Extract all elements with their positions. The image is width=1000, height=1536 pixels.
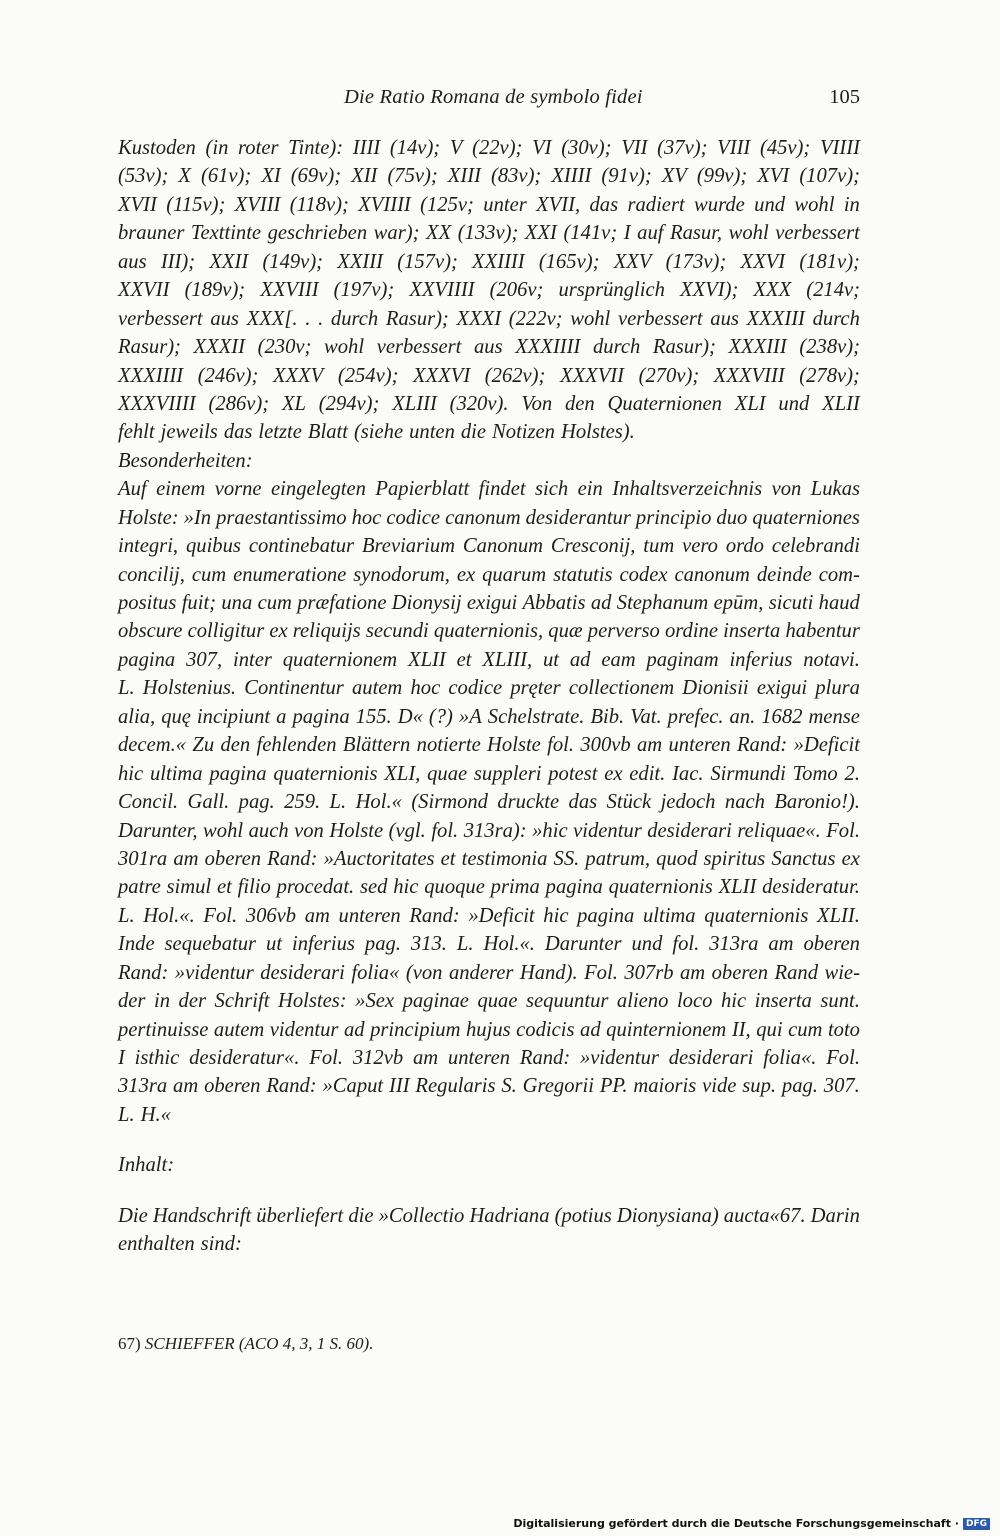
text-line: fehlt jeweils das letzte Blatt (siehe unten die Notizen Holstes). [118, 421, 635, 444]
text-line: hic ultima pagina quaternionis XLI, quae suppleri potest ex edit. Iac. Sirmundi Tomo 2. [118, 762, 860, 785]
text-line: alia, quę incipiunt a pagina 155. D« (?) »A Schelstrate. Bib. Vat. prefec. an. 1682 mense [118, 705, 860, 728]
footnote-number: 67) [118, 1334, 141, 1353]
text-line: Die Handschrift überliefert die »Collectio Hadriana (potius Dionysiana) aucta«67. Darin [118, 1204, 860, 1227]
inhalt-paragraph [118, 1202, 860, 1259]
page-body [118, 134, 860, 1259]
text-line: der in der Schrift Holstes: »Sex paginae quae sequuntur alieno loco hic inserta sunt. [118, 990, 860, 1013]
text-line: XXXIIII (246v); XXXV (254v); XXXVI (262v); XXXVII (270v); XXXVIII (278v); [118, 364, 860, 387]
besonderheiten-paragraph [118, 475, 860, 1129]
text-line: (53v); X (61v); XI (69v); XII (75v); XIII (83v); XIIII (91v); XV (99v); XVI (107v); [118, 165, 860, 188]
text-line: L. H.« [118, 1103, 171, 1126]
text-line: brauner Texttinte geschrieben war); XX (133v); XXI (141v; I auf Rasur, wohl verbessert [118, 222, 860, 245]
text-line: pagina 307, inter quaternionem XLII et XLIII, ut ad eam paginam inferius notavi. [118, 648, 860, 671]
running-header [118, 86, 860, 120]
text-line: 313ra am oberen Rand: »Caput III Regularis S. Gregorii PP. maioris vide sup. pag. 307. [118, 1075, 860, 1098]
text-line: 301ra am oberen Rand: »Auctoritates et testimonia SS. patrum, quod spiritus Sanctus ex [118, 847, 860, 870]
text-line: XXXVIIII (286v); XL (294v); XLIII (320v). Von den Quaternionen XLI und XLII [118, 392, 860, 415]
credit-text: Digitalisierung gefördert durch die Deutsche Forschungsgemeinschaft · [513, 1517, 959, 1530]
text-line: Inde sequebatur ut inferius pag. 313. L. Hol.«. Darunter und fol. 313ra am oberen [118, 933, 860, 956]
running-title: Die Ratio Romana de symbolo fidei [344, 86, 643, 108]
text-line: Auf einem vorne eingelegten Papierblatt findet sich ein Inhaltsverzeichnis von Lukas [118, 478, 860, 501]
footnote-text: SCHIEFFER (ACO 4, 3, 1 S. 60). [144, 1334, 374, 1353]
text-line: verbessert aus XXX[. . . durch Rasur); XXXI (222v; wohl verbessert aus XXXIII durch [118, 307, 860, 330]
text-line: Darunter, wohl auch von Holste (vgl. fol. 313ra): »hic videntur desiderari reliquae«. Fol. [118, 819, 860, 842]
text-line: Rand: »videntur desiderari folia« (von anderer Hand). Fol. 307rb am oberen Rand wie- [118, 961, 860, 984]
besonderheiten-heading: Besonderheiten: [118, 449, 253, 472]
text-line: enthalten sind: [118, 1233, 242, 1256]
text-line: L. Holstenius. Continentur autem hoc codice pręter collectionem Dionisii exigui plura [118, 677, 860, 700]
text-line: I isthic desideratur«. Fol. 312vb am unteren Rand: »videntur desiderari folia«. Fol. [118, 1047, 860, 1069]
digitization-credit [513, 1517, 990, 1530]
inhalt-heading: Inhalt: [118, 1154, 175, 1177]
text-line: obscure colligitur ex reliquijs secundi quaternionis, quæ perverso ordine inserta habentur [118, 620, 860, 643]
text-line: L. Hol.«. Fol. 306vb am unteren Rand: »Deficit hic pagina ultima quaternionis XLII. [118, 904, 860, 927]
text-line: aus III); XXII (149v); XXIII (157v); XXIIII (165v); XXV (173v); XXVI (181v); [118, 250, 860, 273]
text-line: Kustoden (in roter Tinte): IIII (14v); V (22v); VI (30v); VII (37v); VIII (45v); VIIII [118, 137, 860, 159]
text-line: positus fuit; una cum præfatione Dionysij exigui Abbatis ad Stephanum epūm, sicuti haud [118, 592, 860, 614]
text-line: concilij, cum enumeratione synodorum, ex quarum statutis codex canonum deinde com- [118, 563, 860, 586]
kustoden-paragraph [118, 134, 860, 447]
text-line: pertinuisse autem videntur ad principium hujus codicis ad quinternionem II, qui cum toto [118, 1018, 860, 1041]
dfg-logo: DFG [963, 1518, 990, 1530]
page-number: 105 [829, 86, 860, 108]
text-line: Holste: »In praestantissimo hoc codice canonum desiderantur principio duo quaterniones [118, 506, 860, 529]
text-line: XXVII (189v); XXVIII (197v); XXVIIII (206v; ursprünglich XXVI); XXX (214v; [118, 279, 860, 302]
text-line: Rasur); XXXII (230v; wohl verbessert aus XXXIIII durch Rasur); XXXIII (238v); [118, 336, 860, 359]
text-line: patre simul et filio procedat. sed hic quoque prima pagina quaternionis XLII desideratur. [118, 876, 860, 899]
text-line: XVII (115v); XVIII (118v); XVIIII (125v; unter XVII, das radiert wurde und wohl in [118, 193, 860, 216]
text-line: decem.« Zu den fehlenden Blättern notierte Holste fol. 300vb am unteren Rand: »Deficit [118, 734, 860, 757]
footnote [118, 1334, 373, 1354]
text-line: Concil. Gall. pag. 259. L. Hol.« (Sirmond druckte das Stück jedoch nach Baronio!). [118, 791, 860, 814]
text-line: integri, quibus continebatur Breviarium Canonum Cresconij, tum vero ordo celebrandi [118, 535, 860, 558]
